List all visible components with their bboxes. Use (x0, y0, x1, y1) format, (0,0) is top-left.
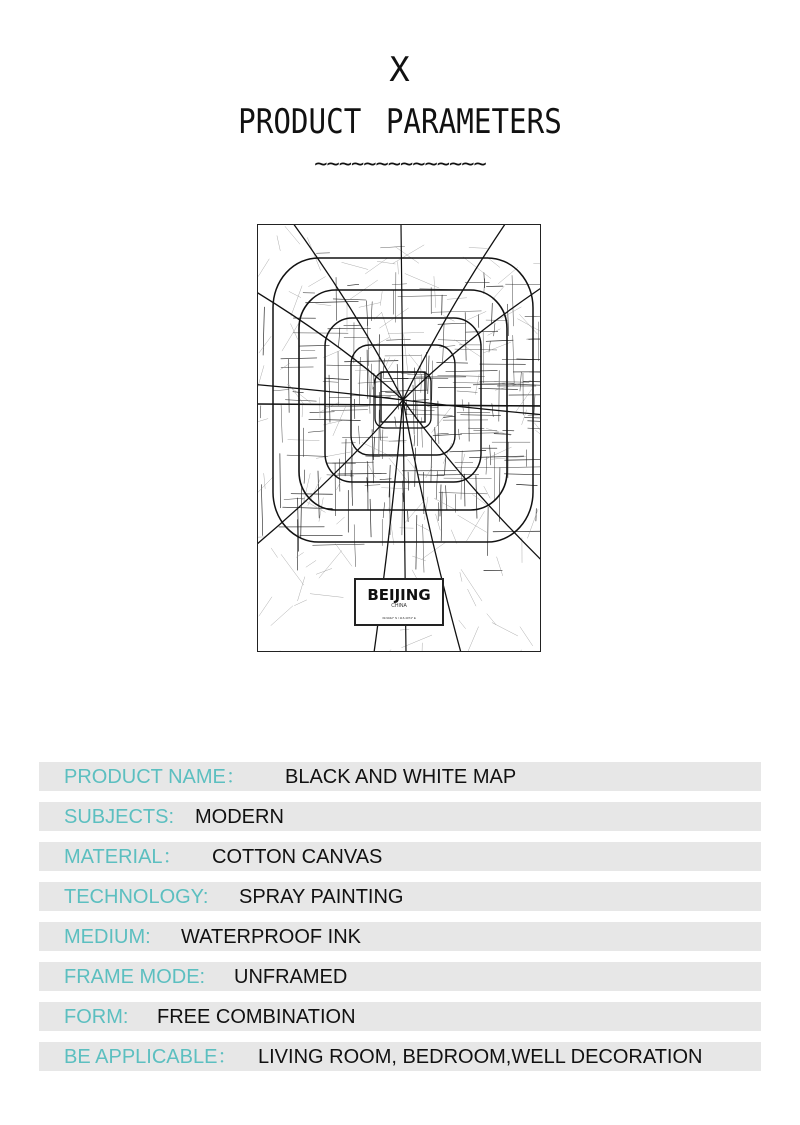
city-coordinates: 39.9042° N / 116.4074° E (382, 616, 416, 620)
param-row-technology (39, 882, 761, 911)
param-value: LIVING ROOM, BEDROOM,WELL DECORATION (258, 1046, 703, 1068)
param-row-frame-mode (39, 962, 761, 991)
city-name: BEIJING (367, 586, 431, 604)
param-value: WATERPROOF INK (181, 926, 361, 948)
param-key: TECHNOLOGY: (64, 886, 209, 908)
param-row-product-name (39, 762, 761, 791)
country-name: CHINA (391, 603, 407, 609)
page-title: PRODUCT PARAMETERS (238, 102, 562, 142)
param-key: SUBJECTS: (64, 806, 175, 828)
param-value: FREE COMBINATION (157, 1006, 356, 1028)
map-poster (257, 224, 541, 652)
param-key: BE APPLICABLE： (64, 1046, 238, 1068)
param-value: BLACK AND WHITE MAP (285, 766, 517, 788)
param-key: MATERIAL： (64, 846, 183, 868)
title-divider: ~~~~~~~~~~~~~~ (314, 152, 486, 177)
param-row-be-applicable (39, 1042, 761, 1071)
param-key: FORM: (64, 1006, 129, 1028)
param-value: SPRAY PAINTING (239, 886, 404, 908)
param-key: FRAME MODE: (64, 966, 206, 988)
param-row-medium (39, 922, 761, 951)
param-key: PRODUCT NAME： (64, 766, 246, 788)
param-row-subjects (39, 802, 761, 831)
param-value: UNFRAMED (234, 966, 348, 988)
city-label-box (354, 578, 444, 626)
param-value: MODERN (195, 806, 284, 828)
param-row-material (39, 842, 761, 871)
param-value: COTTON CANVAS (212, 846, 383, 868)
param-key: MEDIUM: (64, 926, 151, 948)
param-row-form (39, 1002, 761, 1031)
close-mark: X (389, 50, 411, 90)
